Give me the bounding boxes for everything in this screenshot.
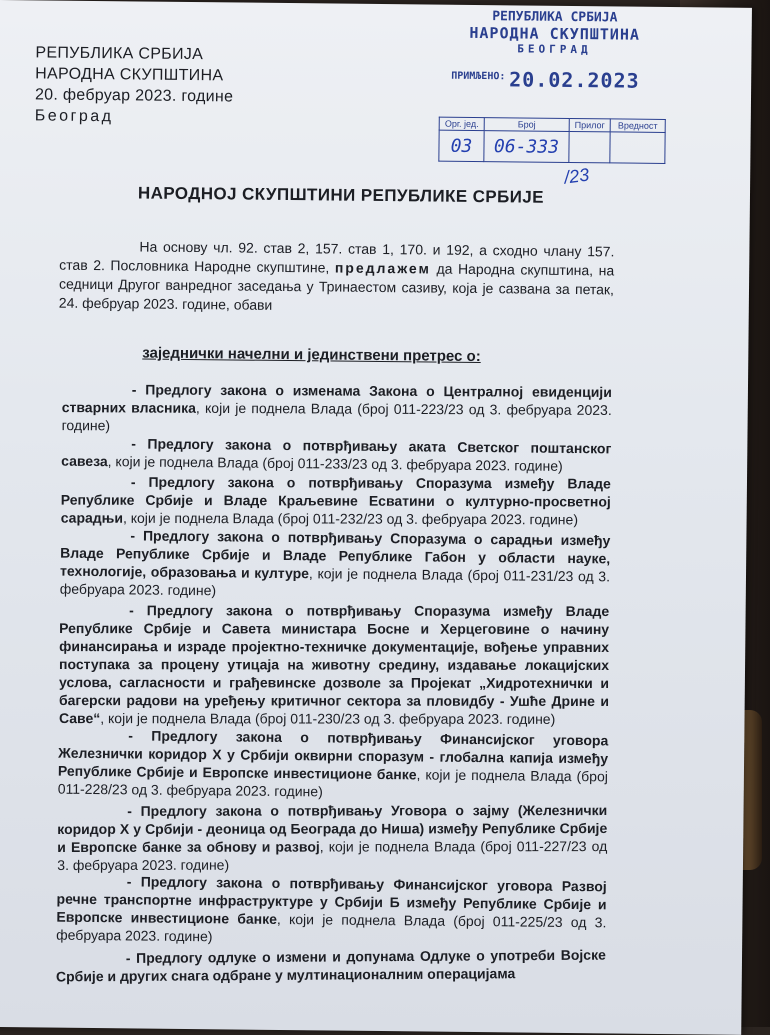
col-attachment: Прилог xyxy=(569,118,610,131)
agenda-item xyxy=(61,473,611,529)
agenda-item-details: , који је поднела Влада (број 011-230/23 од 3. фебруара 2023. године) xyxy=(100,710,555,727)
agenda-item xyxy=(61,434,611,476)
col-value: Вредност xyxy=(610,119,665,133)
subheading: заједнички начелни и јединствени претрес о: xyxy=(142,345,481,366)
agenda-item xyxy=(56,946,606,986)
val-number: 06-333 xyxy=(484,131,569,163)
agenda-item-title: - Предлогу закона о потврђивању Финансијског уговора Развој речне транспортне инфраструктуре у Србији Б између Републике Србије и Европске инвестиционе банке xyxy=(56,873,607,927)
agenda-item-title: - Предлогу закона о потврђивању Финансијског уговора Железнички коридор X у Србији оквирни споразум - глобална капија између Републике Србије и Европске инвестиционе банке xyxy=(58,727,609,782)
intro-text-end: да Народна скупштина, на седници Другог ванредног заседања у Тринаестом сазиву, која је сазвана за петак, 24. фебруар 2023. године, обави xyxy=(59,261,615,313)
col-number: Број xyxy=(484,118,569,132)
agenda-item xyxy=(57,801,607,874)
agenda-item-title: - Предлогу закона о потврђивању Уговора о зајму (Железнички коридор X у Србији - деоница од Београда до Ниша) између Републике Србије и Европске банке за обнову и развој xyxy=(57,802,607,855)
agenda-item-details: , који је поднела Влада (број 011-231/23 од 3. фебруара 2023. године) xyxy=(60,565,610,598)
stamp-city: БЕОГРАД xyxy=(439,42,669,57)
col-org-unit: Орг. јед. xyxy=(439,117,484,130)
val-org-unit: 03 xyxy=(439,130,484,161)
agenda-item-title: - Предлогу закона о потврђивању Споразума између Владе Републике Србије и Савета министара Босне и Херцеговине о начину финансирања и израде пројектно-техничке документације, вођење управних поступака за процену утицаја на животну средину, издавање локацијских услова, сагласности и грађевинске дозволе за Пројекат „Хидротехнички и багерски радови на уређењу критичног сектора за пловидбу - Ушће Дрине и Саве“ xyxy=(59,602,609,726)
handwritten-suffix: /23 xyxy=(563,165,591,189)
received-stamp xyxy=(439,9,669,57)
stamp-assembly: НАРОДНА СКУПШТИНА xyxy=(440,24,670,44)
header-date: 20. фебруар 2023. године xyxy=(35,84,233,107)
agenda-item xyxy=(58,726,609,804)
agenda-item xyxy=(59,601,609,728)
agenda-item-title: - Предлогу закона о изменама Закона о Централној евиденцији стварних власника xyxy=(62,381,612,415)
agenda-item-details: , који је поднела Влада (број 011-223/23 од 3. фебруара 2023. године) xyxy=(62,400,612,434)
agenda-item xyxy=(56,872,607,950)
agenda-item xyxy=(60,526,611,604)
intro-text: На основу чл. 92. став 2, 157. став 1, 170. и 192, а сходно члану 157. став 2. Пословника Народне скупштине, xyxy=(59,238,614,275)
val-value xyxy=(610,132,665,164)
received-label: ПРИМЉЕНО: xyxy=(451,71,505,83)
agenda-item-details: , који је поднела Влада (број 011-232/23 од 3. фебруара 2023. године) xyxy=(123,510,578,528)
agenda-item xyxy=(62,380,612,437)
header-republic: РЕПУБЛИКА СРБИЈА xyxy=(35,42,233,65)
header-city: Београд xyxy=(35,105,233,128)
header-assembly: НАРОДНА СКУПШТИНА xyxy=(35,63,233,86)
agenda-item-details: , који је поднела Влада (број 011-228/23 од 3. фебруара 2023. године) xyxy=(58,766,608,799)
registry-table xyxy=(438,117,665,164)
agenda-item-title: - Предлогу одлуке о измени и допунама Одлуке о употреби Војске Србије и других снага одбране у мултинационалним операцијама xyxy=(56,947,606,985)
agenda-item-title: - Предлогу закона о потврђивању аката Светског поштанског савеза xyxy=(61,435,611,469)
addressee-title: НАРОДНОЈ СКУПШТИНИ РЕПУБЛИКЕ СРБИЈЕ xyxy=(138,183,544,207)
sender-header xyxy=(35,42,234,128)
agenda-item-details: , који је поднела Влада (број 011-233/23 од 3. фебруара 2023. године) xyxy=(108,453,563,474)
stamp-republic: РЕПУБЛИКА СРБИЈА xyxy=(440,9,670,26)
intro-paragraph xyxy=(59,237,615,319)
agenda-list xyxy=(56,379,612,988)
agenda-item-title: - Предлогу закона о потврђивању Споразума између Владе Републике Србије и Владе Краљевине Есватини о културно-просветној сарадњи xyxy=(61,474,611,526)
val-attachment xyxy=(569,131,610,162)
agenda-item-details: , који је поднела Влада (број 011-225/23 од 3. фебруара 2023. године) xyxy=(56,911,606,944)
intro-emphasis: предлажем xyxy=(335,260,431,277)
agenda-item-details: , који је поднела Влада (број 011-227/23 од 3. фебруара 2023. године) xyxy=(57,838,607,873)
received-date: 20.02.2023 xyxy=(509,67,640,92)
agenda-item-title: - Предлогу закона о потврђивању Споразума о сарадњи између Владе Републике Србије и Владе Републике Габон у области науке, технологије, образовања и културе xyxy=(60,527,611,581)
